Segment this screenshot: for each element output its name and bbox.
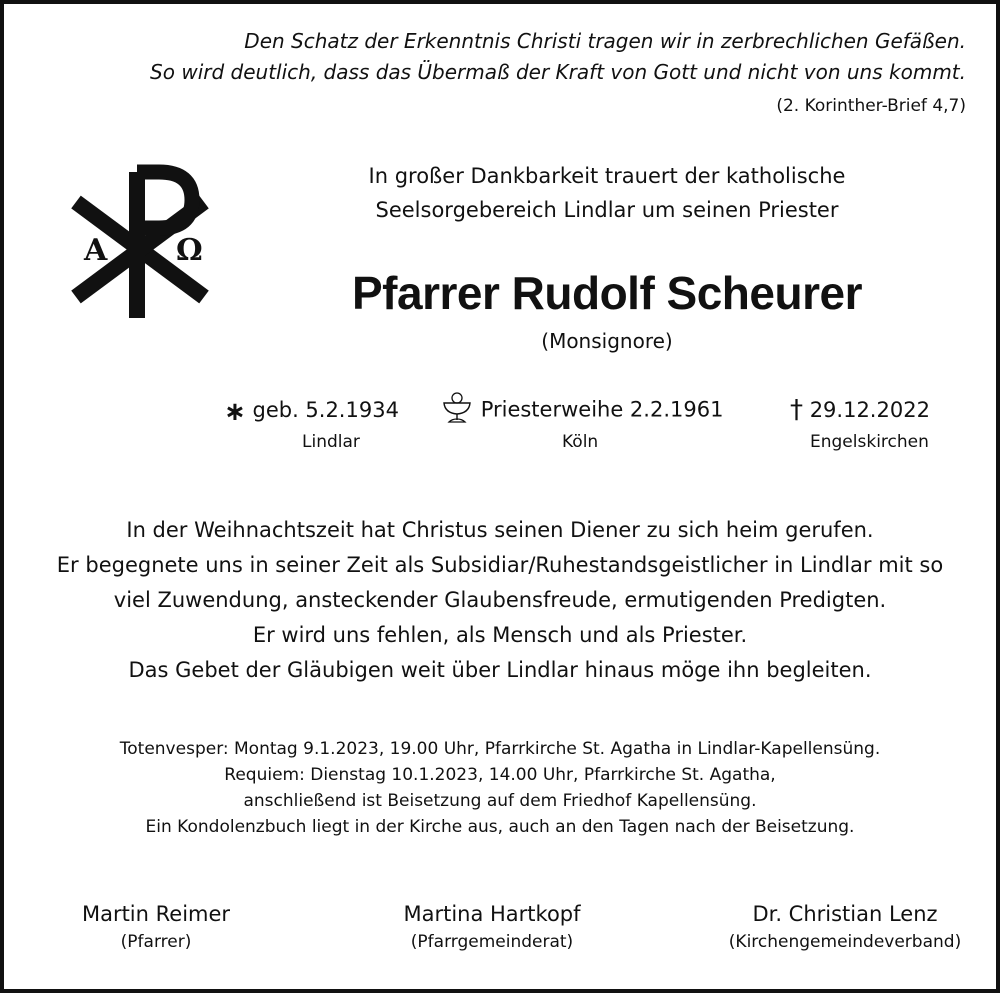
asterisk-birth-icon: ∗ [224, 397, 246, 427]
alpha-letter: A [84, 233, 108, 268]
body-line: Er wird uns fehlen, als Mensch und als Priester. [252, 623, 748, 647]
signature-role: (Pfarrgemeinderat) [410, 932, 574, 952]
deceased-title: (Monsignore) [541, 329, 673, 353]
intro-line-1: In großer Dankbarkeit trauert der katholische [368, 164, 846, 188]
deceased-name: Pfarrer Rudolf Scheurer [352, 267, 862, 319]
signature-role: (Kirchengemeindeverband) [728, 932, 962, 952]
service-line: anschließend ist Beisetzung auf dem Friedhof Kapellensüng. [243, 791, 757, 811]
quote-line-2: So wird deutlich, dass das Übermaß der Kraft von Gott und nicht von uns kommt. [150, 60, 966, 84]
intro-line-2: Seelsorgebereich Lindlar um seinen Priester [375, 198, 839, 222]
chalice-icon [440, 392, 474, 429]
omega-letter: Ω [176, 233, 203, 268]
birth-place: Lindlar [302, 432, 360, 452]
death-date-label: 29.12.2022 [809, 398, 930, 422]
body-line: In der Weihnachtszeit hat Christus seinen Diener zu sich heim gerufen. [126, 518, 874, 542]
ordination-date-label: Priesterweihe 2.2.1961 [480, 397, 724, 422]
body-line: Er begegnete uns in seiner Zeit als Subsidiar/Ruhestandsgeistlicher in Lindlar mit so [56, 553, 944, 577]
quote-line-1: Den Schatz der Erkenntnis Christi tragen wir in zerbrechlichen Gefäßen. [244, 29, 966, 53]
service-line: Totenvesper: Montag 9.1.2023, 19.00 Uhr, Pfarrkirche St. Agatha in Lindlar-Kapellensüng. [119, 739, 881, 759]
birth-date-label: geb. 5.2.1934 [252, 398, 399, 422]
signature-name: Dr. Christian Lenz [752, 902, 938, 926]
service-line: Ein Kondolenzbuch liegt in der Kirche aus, auch an den Tagen nach der Beisetzung. [145, 817, 855, 837]
signature-block [56, 902, 256, 952]
signature-role: (Pfarrer) [120, 932, 192, 952]
death-place: Engelskirchen [810, 432, 929, 452]
ordination-date [440, 392, 723, 429]
signature-name: Martina Hartkopf [403, 902, 581, 926]
signature-block [710, 902, 980, 952]
ordination-place: Köln [562, 432, 599, 452]
quote-reference: (2. Korinther-Brief 4,7) [776, 96, 966, 116]
service-line: Requiem: Dienstag 10.1.2023, 14.00 Uhr, Pfarrkirche St. Agatha, [224, 765, 776, 785]
chi-rho-alpha-omega-icon [64, 162, 224, 322]
signature-name: Martin Reimer [81, 902, 231, 926]
signature-block [382, 902, 602, 952]
service-info [0, 736, 1000, 840]
body-paragraph [0, 513, 1000, 688]
cross-death-icon: † [790, 395, 803, 425]
birth-date [224, 394, 399, 427]
body-line: viel Zuwendung, ansteckender Glaubensfreude, ermutigenden Predigten. [113, 588, 887, 612]
body-line: Das Gebet der Gläubigen weit über Lindlar hinaus möge ihn begleiten. [128, 658, 872, 682]
death-date [790, 394, 930, 424]
